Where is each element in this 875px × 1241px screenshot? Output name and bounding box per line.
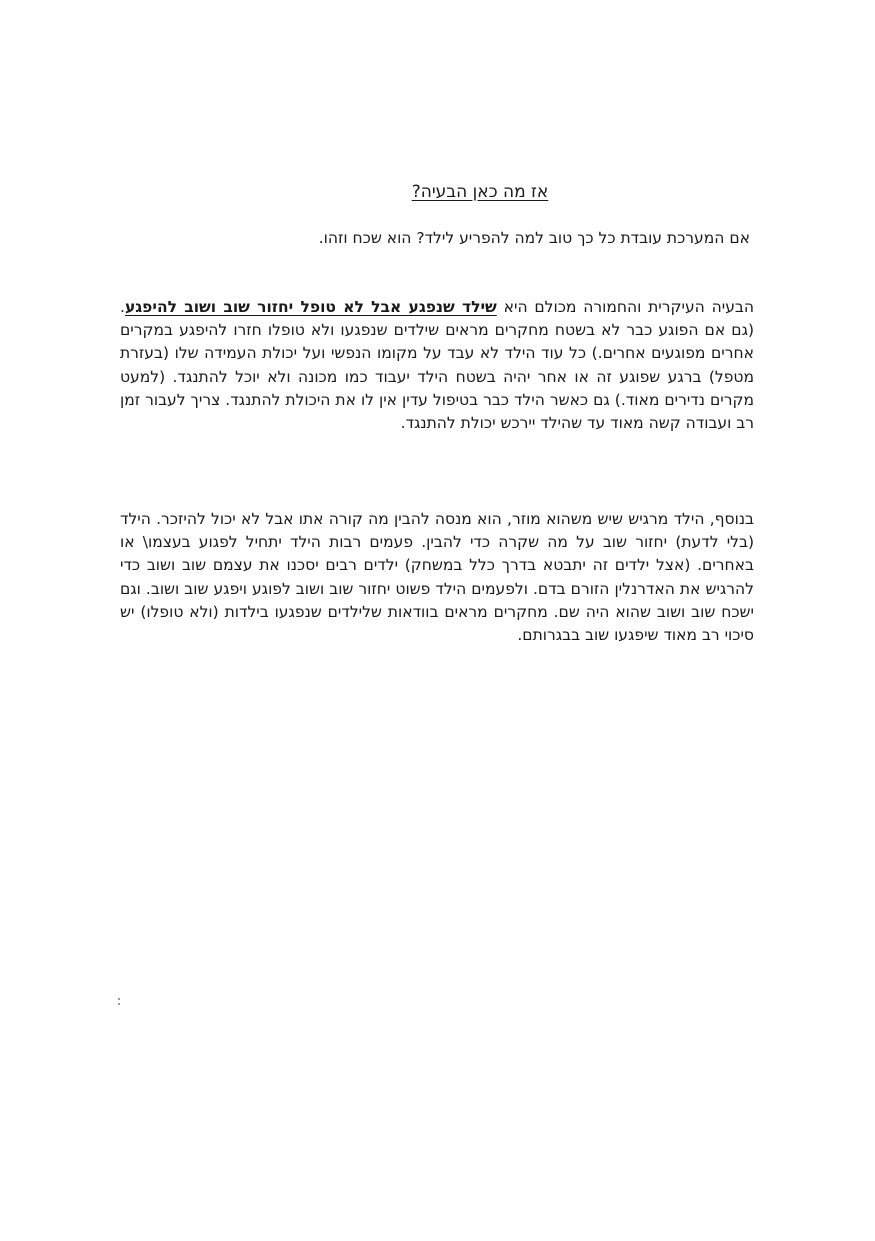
paragraph-additional: בנוסף, הילד מרגיש שיש משהוא מוזר, הוא מנסה להבין מה קורה אתו אבל לא יכול להיזכר. הילד (בלי לדעת) יחזור שוב על מה שקרה כדי להבין. פעמים רבות הילד יתחיל לפגוע בעצמו\ או באחרים. (אצל ילדים זה יתבטא בדרך כלל במשחק) ילדים רבים יסכנו את עצמם שוב ושוב כדי להרגיש את האדרנלין הזורם בדם. ולפעמים הילד פשוט יחזור שוב ושוב לפוגע ויפגע שוב ושוב. וגם ישכח שוב ושוב שהוא היה שם. מחקרים מראים בוודאות שלילדים שנפגעו בילדות (ולא טופלו) יש סיכוי רב מאוד שיפגעו שוב בבגרותם. bbox=[120, 510, 754, 645]
paragraph-lead: הבעיה העיקרית והחמורה מכולם היא bbox=[496, 298, 754, 316]
emphasized-statement: שילד שנפגע אבל לא טופל יחזור שוב ושוב להיפגע bbox=[124, 298, 497, 316]
paragraph-main-problem bbox=[120, 296, 754, 435]
intro-line: אם המערכת עובדת כל כך טוב למה להפריע לילד? הוא שכח וזהו. bbox=[318, 229, 750, 247]
paragraph-body: . (גם אם הפוגע כבר לא בשטח מחקרים מראים שילדים שנפגעו ולא טופלו חזרו להיפגע במקרים אחרים מפוגעים אחרים.) כל עוד הילד לא עבד על מקומו הנפשי ועל יכולת העמידה שלו (בעזרת מטפל) ברגע שפוגע זה או אחר יהיה בשטח הילד יעבוד כמו מכונה ולא יוכל להתנגד. (למעט מקרים נדירים מאוד.) גם כאשר הילד כבר בטיפול עדין אין לו את היכולת להתנגד. צריך לעבור זמן רב ועבודה קשה מאוד עד שהילד יירכש יכולת להתנגד. bbox=[120, 298, 754, 433]
page-title: אז מה כאן הבעיה? bbox=[411, 182, 549, 202]
scan-speck bbox=[118, 998, 120, 1000]
scan-speck bbox=[118, 1003, 120, 1005]
